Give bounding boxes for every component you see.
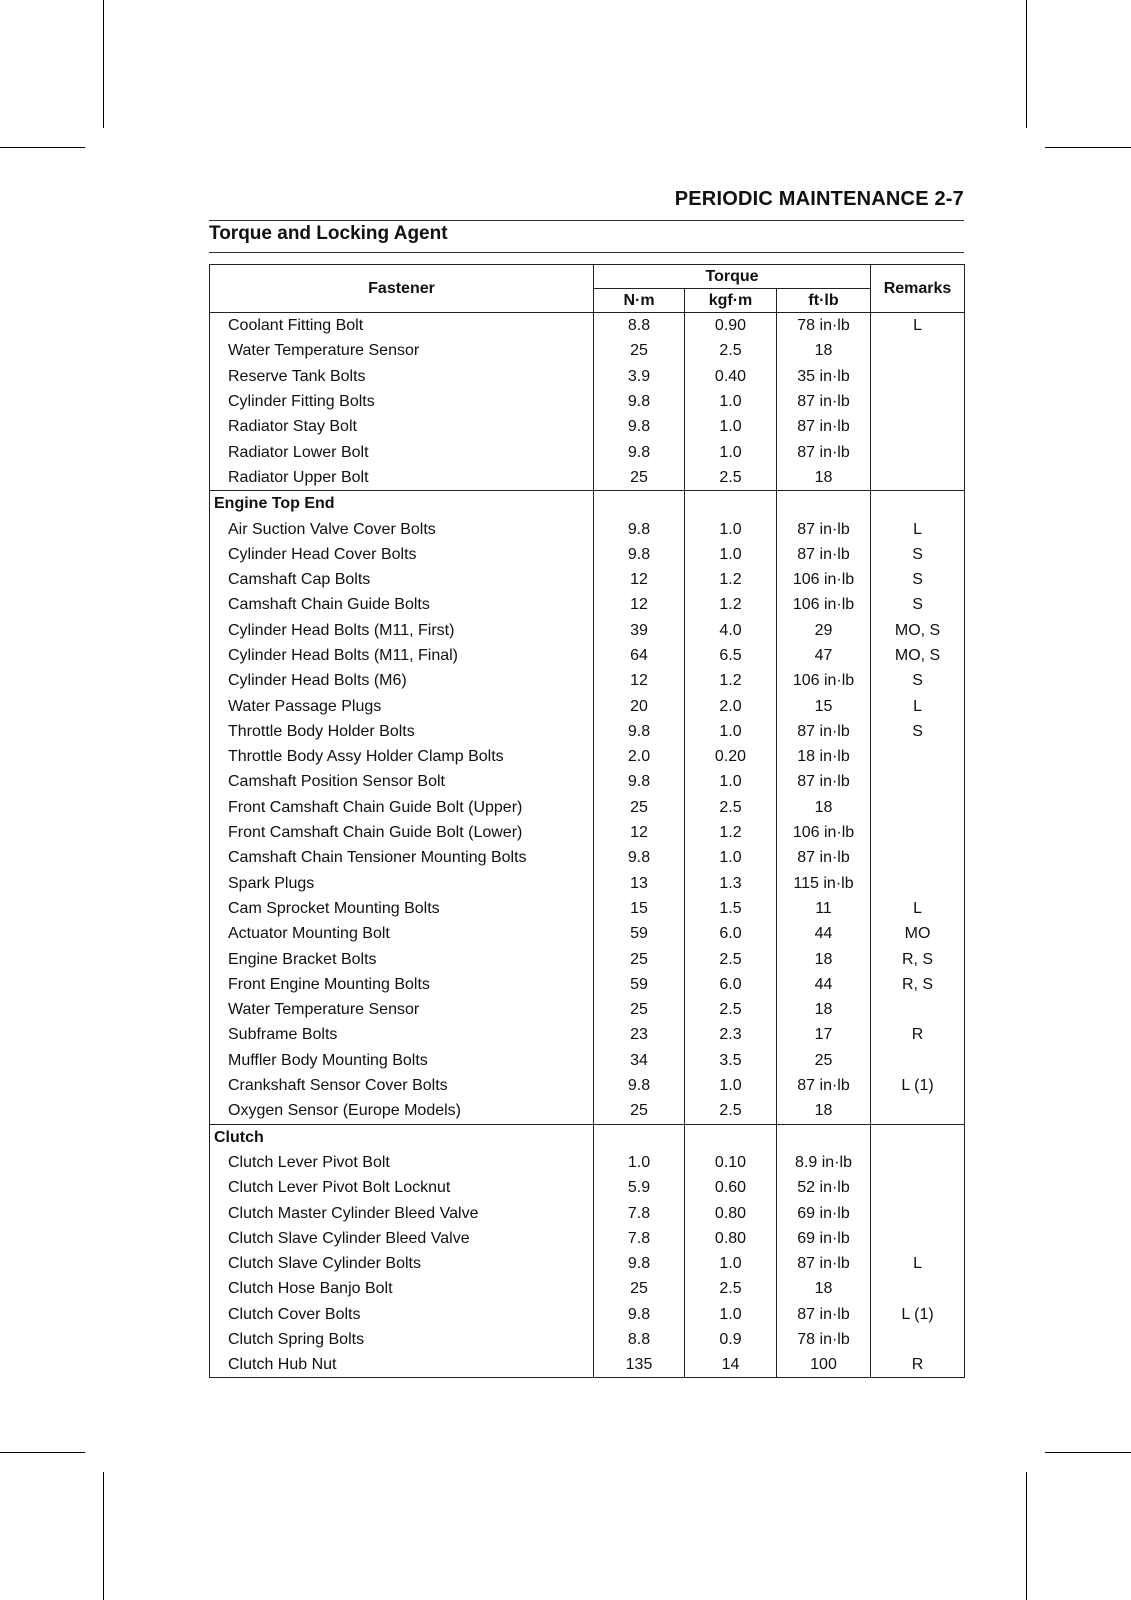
crop-mark-top-right-vertical: [1026, 0, 1027, 128]
table-row: [210, 1200, 965, 1225]
ftlb-cell: 87 in·lb: [777, 414, 871, 439]
nm-cell: 5.9: [594, 1175, 685, 1200]
fastener-cell: Coolant Fitting Bolt: [210, 313, 594, 339]
remarks-cell: [871, 338, 965, 363]
kgfm-cell: 6.0: [685, 972, 777, 997]
kgfm-cell: 0.40: [685, 364, 777, 389]
kgfm-cell: 2.3: [685, 1022, 777, 1047]
crop-mark-bottom-right-vertical: [1026, 1472, 1027, 1600]
header-kgfm: kgf·m: [685, 289, 777, 313]
nm-cell: 34: [594, 1048, 685, 1073]
kgfm-cell: 0.90: [685, 313, 777, 339]
remarks-cell: [871, 871, 965, 896]
header-fastener: Fastener: [210, 265, 594, 313]
ftlb-cell: 106 in·lb: [777, 820, 871, 845]
table-row: [210, 592, 965, 617]
fastener-cell: Clutch Slave Cylinder Bleed Valve: [210, 1226, 594, 1251]
kgfm-cell: 1.0: [685, 542, 777, 567]
kgfm-cell: 2.5: [685, 997, 777, 1022]
kgfm-cell: 1.0: [685, 1073, 777, 1098]
nm-cell: 12: [594, 567, 685, 592]
ftlb-cell: 18: [777, 465, 871, 491]
table-row: [210, 465, 965, 491]
remarks-cell: [871, 1276, 965, 1301]
table-row: [210, 567, 965, 592]
kgfm-cell: 0.10: [685, 1150, 777, 1175]
remarks-cell: L (1): [871, 1302, 965, 1327]
nm-cell: 25: [594, 795, 685, 820]
table-row: [210, 313, 965, 339]
ftlb-cell: 35 in·lb: [777, 364, 871, 389]
ftlb-cell: 18 in·lb: [777, 744, 871, 769]
ftlb-cell: 87 in·lb: [777, 1302, 871, 1327]
ftlb-cell: 87 in·lb: [777, 1251, 871, 1276]
fastener-cell: Spark Plugs: [210, 871, 594, 896]
section-empty-cell: [594, 1124, 685, 1150]
remarks-cell: [871, 1098, 965, 1124]
fastener-cell: Subframe Bolts: [210, 1022, 594, 1047]
nm-cell: 25: [594, 1098, 685, 1124]
ftlb-cell: 69 in·lb: [777, 1200, 871, 1225]
kgfm-cell: 2.5: [685, 795, 777, 820]
ftlb-cell: 106 in·lb: [777, 567, 871, 592]
fastener-cell: Cylinder Head Bolts (M6): [210, 668, 594, 693]
nm-cell: 9.8: [594, 1073, 685, 1098]
kgfm-cell: 4.0: [685, 618, 777, 643]
kgfm-cell: 1.0: [685, 1251, 777, 1276]
nm-cell: 25: [594, 465, 685, 491]
table-row: [210, 744, 965, 769]
remarks-cell: MO: [871, 921, 965, 946]
remarks-cell: [871, 997, 965, 1022]
ftlb-cell: 87 in·lb: [777, 439, 871, 464]
ftlb-cell: 8.9 in·lb: [777, 1150, 871, 1175]
ftlb-cell: 115 in·lb: [777, 871, 871, 896]
fastener-cell: Water Temperature Sensor: [210, 997, 594, 1022]
ftlb-cell: 11: [777, 896, 871, 921]
ftlb-cell: 87 in·lb: [777, 769, 871, 794]
ftlb-cell: 47: [777, 643, 871, 668]
kgfm-cell: 1.0: [685, 389, 777, 414]
table-row: [210, 643, 965, 668]
remarks-cell: [871, 1327, 965, 1352]
ftlb-cell: 18: [777, 946, 871, 971]
remarks-cell: [871, 1048, 965, 1073]
header-torque: Torque: [594, 265, 871, 289]
crop-mark-top-left-vertical: [103, 0, 104, 128]
remarks-cell: L: [871, 896, 965, 921]
fastener-cell: Clutch Lever Pivot Bolt: [210, 1150, 594, 1175]
table-row: [210, 1276, 965, 1301]
nm-cell: 8.8: [594, 1327, 685, 1352]
nm-cell: 9.8: [594, 769, 685, 794]
kgfm-cell: 1.0: [685, 516, 777, 541]
kgfm-cell: 1.2: [685, 592, 777, 617]
kgfm-cell: 14: [685, 1352, 777, 1378]
nm-cell: 39: [594, 618, 685, 643]
remarks-cell: S: [871, 542, 965, 567]
nm-cell: 9.8: [594, 542, 685, 567]
remarks-cell: [871, 465, 965, 491]
nm-cell: 25: [594, 338, 685, 363]
crop-mark-bottom-left-horizontal: [0, 1452, 85, 1453]
fastener-cell: Cylinder Head Cover Bolts: [210, 542, 594, 567]
remarks-cell: [871, 439, 965, 464]
table-row: [210, 668, 965, 693]
ftlb-cell: 87 in·lb: [777, 516, 871, 541]
table-row: [210, 1352, 965, 1378]
kgfm-cell: 6.0: [685, 921, 777, 946]
fastener-cell: Radiator Stay Bolt: [210, 414, 594, 439]
kgfm-cell: 0.60: [685, 1175, 777, 1200]
fastener-cell: Clutch Spring Bolts: [210, 1327, 594, 1352]
table-row: [210, 719, 965, 744]
header-remarks: Remarks: [871, 265, 965, 313]
remarks-cell: [871, 1226, 965, 1251]
section-empty-cell: [594, 491, 685, 517]
table-body: [210, 313, 965, 1378]
fastener-cell: Oxygen Sensor (Europe Models): [210, 1098, 594, 1124]
remarks-cell: L: [871, 313, 965, 339]
fastener-cell: Water Temperature Sensor: [210, 338, 594, 363]
ftlb-cell: 52 in·lb: [777, 1175, 871, 1200]
ftlb-cell: 69 in·lb: [777, 1226, 871, 1251]
kgfm-cell: 2.5: [685, 465, 777, 491]
remarks-cell: [871, 1200, 965, 1225]
fastener-cell: Camshaft Cap Bolts: [210, 567, 594, 592]
ftlb-cell: 18: [777, 1098, 871, 1124]
remarks-cell: MO, S: [871, 618, 965, 643]
kgfm-cell: 6.5: [685, 643, 777, 668]
nm-cell: 9.8: [594, 516, 685, 541]
section-empty-cell: [777, 491, 871, 517]
header-nm: N·m: [594, 289, 685, 313]
ftlb-cell: 87 in·lb: [777, 389, 871, 414]
kgfm-cell: 1.0: [685, 1302, 777, 1327]
table-row: [210, 845, 965, 870]
nm-cell: 25: [594, 946, 685, 971]
fastener-cell: Engine Bracket Bolts: [210, 946, 594, 971]
ftlb-cell: 29: [777, 618, 871, 643]
remarks-cell: S: [871, 567, 965, 592]
ftlb-cell: 18: [777, 338, 871, 363]
remarks-cell: [871, 364, 965, 389]
table-row: [210, 338, 965, 363]
remarks-cell: MO, S: [871, 643, 965, 668]
fastener-cell: Clutch Lever Pivot Bolt Locknut: [210, 1175, 594, 1200]
fastener-cell: Clutch Hub Nut: [210, 1352, 594, 1378]
kgfm-cell: 1.2: [685, 567, 777, 592]
kgfm-cell: 0.9: [685, 1327, 777, 1352]
fastener-cell: Crankshaft Sensor Cover Bolts: [210, 1073, 594, 1098]
fastener-cell: Radiator Upper Bolt: [210, 465, 594, 491]
fastener-cell: Front Camshaft Chain Guide Bolt (Upper): [210, 795, 594, 820]
remarks-cell: [871, 820, 965, 845]
ftlb-cell: 87 in·lb: [777, 542, 871, 567]
remarks-cell: L: [871, 693, 965, 718]
ftlb-cell: 106 in·lb: [777, 668, 871, 693]
ftlb-cell: 100: [777, 1352, 871, 1378]
ftlb-cell: 78 in·lb: [777, 313, 871, 339]
nm-cell: 13: [594, 871, 685, 896]
remarks-cell: S: [871, 592, 965, 617]
kgfm-cell: 2.5: [685, 946, 777, 971]
fastener-cell: Throttle Body Assy Holder Clamp Bolts: [210, 744, 594, 769]
ftlb-cell: 44: [777, 921, 871, 946]
fastener-cell: Front Camshaft Chain Guide Bolt (Lower): [210, 820, 594, 845]
nm-cell: 9.8: [594, 414, 685, 439]
remarks-cell: R, S: [871, 946, 965, 971]
fastener-cell: Cylinder Head Bolts (M11, First): [210, 618, 594, 643]
fastener-cell: Camshaft Chain Guide Bolts: [210, 592, 594, 617]
kgfm-cell: 0.80: [685, 1200, 777, 1225]
nm-cell: 9.8: [594, 719, 685, 744]
ftlb-cell: 15: [777, 693, 871, 718]
fastener-cell: Reserve Tank Bolts: [210, 364, 594, 389]
remarks-cell: S: [871, 668, 965, 693]
crop-mark-top-left-horizontal: [0, 147, 85, 148]
fastener-cell: Water Passage Plugs: [210, 693, 594, 718]
nm-cell: 12: [594, 592, 685, 617]
section-title-cell: Clutch: [210, 1124, 594, 1150]
remarks-cell: [871, 845, 965, 870]
table-row: [210, 871, 965, 896]
nm-cell: 2.0: [594, 744, 685, 769]
fastener-cell: Camshaft Chain Tensioner Mounting Bolts: [210, 845, 594, 870]
fastener-cell: Cylinder Fitting Bolts: [210, 389, 594, 414]
remarks-cell: [871, 1175, 965, 1200]
torque-table: [209, 264, 965, 1378]
kgfm-cell: 1.3: [685, 871, 777, 896]
remarks-cell: L: [871, 516, 965, 541]
nm-cell: 59: [594, 972, 685, 997]
table-row: [210, 1073, 965, 1098]
kgfm-cell: 1.0: [685, 845, 777, 870]
table-row: [210, 896, 965, 921]
nm-cell: 7.8: [594, 1200, 685, 1225]
fastener-cell: Throttle Body Holder Bolts: [210, 719, 594, 744]
ftlb-cell: 18: [777, 795, 871, 820]
kgfm-cell: 1.5: [685, 896, 777, 921]
kgfm-cell: 1.2: [685, 820, 777, 845]
kgfm-cell: 1.0: [685, 414, 777, 439]
kgfm-cell: 2.5: [685, 338, 777, 363]
remarks-cell: L (1): [871, 1073, 965, 1098]
fastener-cell: Actuator Mounting Bolt: [210, 921, 594, 946]
ftlb-cell: 25: [777, 1048, 871, 1073]
table-row: [210, 1302, 965, 1327]
kgfm-cell: 2.5: [685, 1276, 777, 1301]
crop-mark-bottom-right-horizontal: [1045, 1452, 1131, 1453]
nm-cell: 9.8: [594, 1251, 685, 1276]
table-row: [210, 439, 965, 464]
table-row: [210, 921, 965, 946]
table-header: [210, 265, 965, 313]
ftlb-cell: 87 in·lb: [777, 1073, 871, 1098]
ftlb-cell: 106 in·lb: [777, 592, 871, 617]
header-rule: [209, 220, 964, 221]
fastener-cell: Clutch Slave Cylinder Bolts: [210, 1251, 594, 1276]
table-row: [210, 1251, 965, 1276]
ftlb-cell: 18: [777, 997, 871, 1022]
table-row: [210, 1175, 965, 1200]
title-rule: [209, 252, 964, 253]
kgfm-cell: 1.0: [685, 439, 777, 464]
section-empty-cell: [685, 1124, 777, 1150]
table-row: [210, 364, 965, 389]
section-empty-cell: [871, 491, 965, 517]
remarks-cell: S: [871, 719, 965, 744]
section-title: Torque and Locking Agent: [209, 223, 448, 244]
ftlb-cell: 18: [777, 1276, 871, 1301]
table-row: [210, 972, 965, 997]
nm-cell: 3.9: [594, 364, 685, 389]
header-ftlb: ft·lb: [777, 289, 871, 313]
fastener-cell: Camshaft Position Sensor Bolt: [210, 769, 594, 794]
kgfm-cell: 3.5: [685, 1048, 777, 1073]
nm-cell: 59: [594, 921, 685, 946]
table-row: [210, 769, 965, 794]
nm-cell: 9.8: [594, 389, 685, 414]
remarks-cell: L: [871, 1251, 965, 1276]
kgfm-cell: 2.5: [685, 1098, 777, 1124]
table-row: [210, 820, 965, 845]
table-row: [210, 1048, 965, 1073]
kgfm-cell: 2.0: [685, 693, 777, 718]
table-row: [210, 618, 965, 643]
remarks-cell: [871, 769, 965, 794]
remarks-cell: [871, 795, 965, 820]
nm-cell: 7.8: [594, 1226, 685, 1251]
fastener-cell: Muffler Body Mounting Bolts: [210, 1048, 594, 1073]
nm-cell: 8.8: [594, 313, 685, 339]
fastener-cell: Clutch Master Cylinder Bleed Valve: [210, 1200, 594, 1225]
nm-cell: 9.8: [594, 1302, 685, 1327]
kgfm-cell: 0.80: [685, 1226, 777, 1251]
remarks-cell: [871, 1150, 965, 1175]
fastener-cell: Front Engine Mounting Bolts: [210, 972, 594, 997]
remarks-cell: [871, 414, 965, 439]
kgfm-cell: 1.0: [685, 769, 777, 794]
remarks-cell: [871, 744, 965, 769]
nm-cell: 20: [594, 693, 685, 718]
fastener-cell: Clutch Cover Bolts: [210, 1302, 594, 1327]
remarks-cell: [871, 389, 965, 414]
ftlb-cell: 17: [777, 1022, 871, 1047]
table-row: [210, 1327, 965, 1352]
section-empty-cell: [871, 1124, 965, 1150]
section-empty-cell: [685, 491, 777, 517]
nm-cell: 23: [594, 1022, 685, 1047]
fastener-cell: Radiator Lower Bolt: [210, 439, 594, 464]
remarks-cell: R: [871, 1022, 965, 1047]
ftlb-cell: 44: [777, 972, 871, 997]
kgfm-cell: 1.0: [685, 719, 777, 744]
crop-mark-bottom-left-vertical: [103, 1472, 104, 1600]
fastener-cell: Air Suction Valve Cover Bolts: [210, 516, 594, 541]
nm-cell: 15: [594, 896, 685, 921]
table-row: [210, 1098, 965, 1124]
nm-cell: 25: [594, 1276, 685, 1301]
nm-cell: 9.8: [594, 439, 685, 464]
ftlb-cell: 87 in·lb: [777, 845, 871, 870]
section-title-cell: Engine Top End: [210, 491, 594, 517]
page-header: PERIODIC MAINTENANCE 2-7: [674, 188, 964, 210]
table-row: [210, 795, 965, 820]
nm-cell: 25: [594, 997, 685, 1022]
nm-cell: 64: [594, 643, 685, 668]
table-row: [210, 414, 965, 439]
table-row: [210, 1022, 965, 1047]
ftlb-cell: 78 in·lb: [777, 1327, 871, 1352]
ftlb-cell: 87 in·lb: [777, 719, 871, 744]
section-row: [210, 491, 965, 517]
table-row: [210, 693, 965, 718]
section-empty-cell: [777, 1124, 871, 1150]
nm-cell: 135: [594, 1352, 685, 1378]
kgfm-cell: 1.2: [685, 668, 777, 693]
nm-cell: 12: [594, 668, 685, 693]
nm-cell: 9.8: [594, 845, 685, 870]
table-row: [210, 997, 965, 1022]
table-row: [210, 542, 965, 567]
remarks-cell: R: [871, 1352, 965, 1378]
fastener-cell: Cam Sprocket Mounting Bolts: [210, 896, 594, 921]
crop-mark-top-right-horizontal: [1045, 147, 1131, 148]
table-row: [210, 1150, 965, 1175]
section-row: [210, 1124, 965, 1150]
nm-cell: 12: [594, 820, 685, 845]
table-row: [210, 389, 965, 414]
table-row: [210, 516, 965, 541]
table-row: [210, 946, 965, 971]
fastener-cell: Clutch Hose Banjo Bolt: [210, 1276, 594, 1301]
nm-cell: 1.0: [594, 1150, 685, 1175]
fastener-cell: Cylinder Head Bolts (M11, Final): [210, 643, 594, 668]
remarks-cell: R, S: [871, 972, 965, 997]
kgfm-cell: 0.20: [685, 744, 777, 769]
table-row: [210, 1226, 965, 1251]
